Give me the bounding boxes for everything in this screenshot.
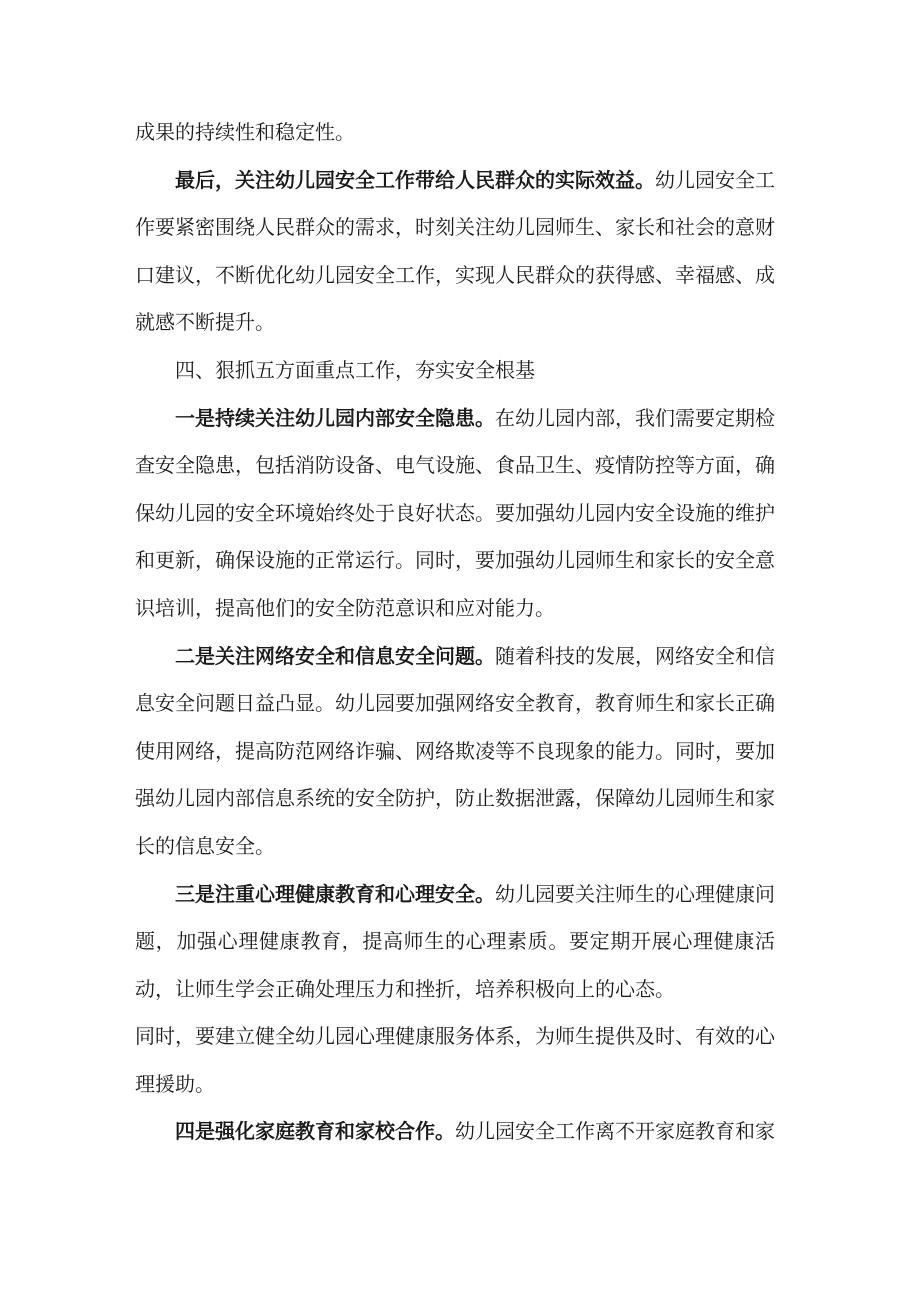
paragraph-mental-health — [135, 871, 775, 1014]
section-heading-text: 四、狠抓五方面重点工作，夯实安全根基 — [175, 357, 535, 382]
paragraph-body: 幼儿园安全工作要紧密围绕人民群众的需求，时刻关注幼儿园师生、家长和社会的意财口建议，不断优化幼儿园安全工作，实现人民群众的获得感、幸福感、成就感不断提升。 — [135, 167, 775, 335]
paragraph-lead: 二是关注网络安全和信息安全问题。 — [175, 643, 495, 668]
paragraph-lead: 四是强化家庭教育和家校合作。 — [175, 1119, 455, 1144]
paragraph-body: 幼儿园要关注师生的心理健康问题，加强心理健康教育，提高师生的心理素质。要定期开展心理健康活动，让师生学会正确处理压力和挫折，培养积极向上的心态。 — [135, 881, 775, 1001]
paragraph-network-security — [135, 633, 775, 871]
document-body — [135, 109, 775, 1156]
section-heading — [135, 347, 775, 395]
paragraph-body: 随着科技的发展，网络安全和信息安全问题日益凸显。幼儿园要加强网络安全教育，教育师生和家长正确使用网络，提高防范网络诈骗、网络欺凌等不良现象的能力。同时，要加强幼儿园内部信息系统的安全防护，防止数据泄露，保障幼儿园师生和家长的信息安全。 — [135, 643, 775, 858]
paragraph-body: 同时，要建立健全幼儿园心理健康服务体系，为师生提供及时、有效的心理援助。 — [135, 1024, 775, 1096]
paragraph-mental-health-service — [135, 1013, 775, 1108]
paragraph-internal-hazards — [135, 395, 775, 633]
paragraph-body: 幼儿园安全工作离不开家庭教育和家 — [455, 1119, 775, 1144]
paragraph-lead: 三是注重心理健康教育和心理安全。 — [175, 881, 495, 906]
paragraph-lead: 最后，关注幼儿园安全工作带给人民群众的实际效益。 — [175, 167, 655, 192]
paragraph-continuation — [135, 109, 775, 157]
paragraph-body: 成果的持续性和稳定性。 — [135, 120, 355, 144]
paragraph-lead: 一是持续关注幼儿园内部安全隐患。 — [175, 405, 495, 430]
paragraph-family-education — [135, 1108, 775, 1156]
paragraph-body: 在幼儿园内部，我们需要定期检查安全隐患，包括消防设备、电气设施、食品卫生、疫情防控等方面，确保幼儿园的安全环境始终处于良好状态。要加强幼儿园内安全设施的维护和更新，确保设施的正常运行。同时，要加强幼儿园师生和家长的安全意识培训，提高他们的安全防范意识和应对能力。 — [135, 405, 775, 620]
paragraph-finally-benefits — [135, 157, 775, 347]
